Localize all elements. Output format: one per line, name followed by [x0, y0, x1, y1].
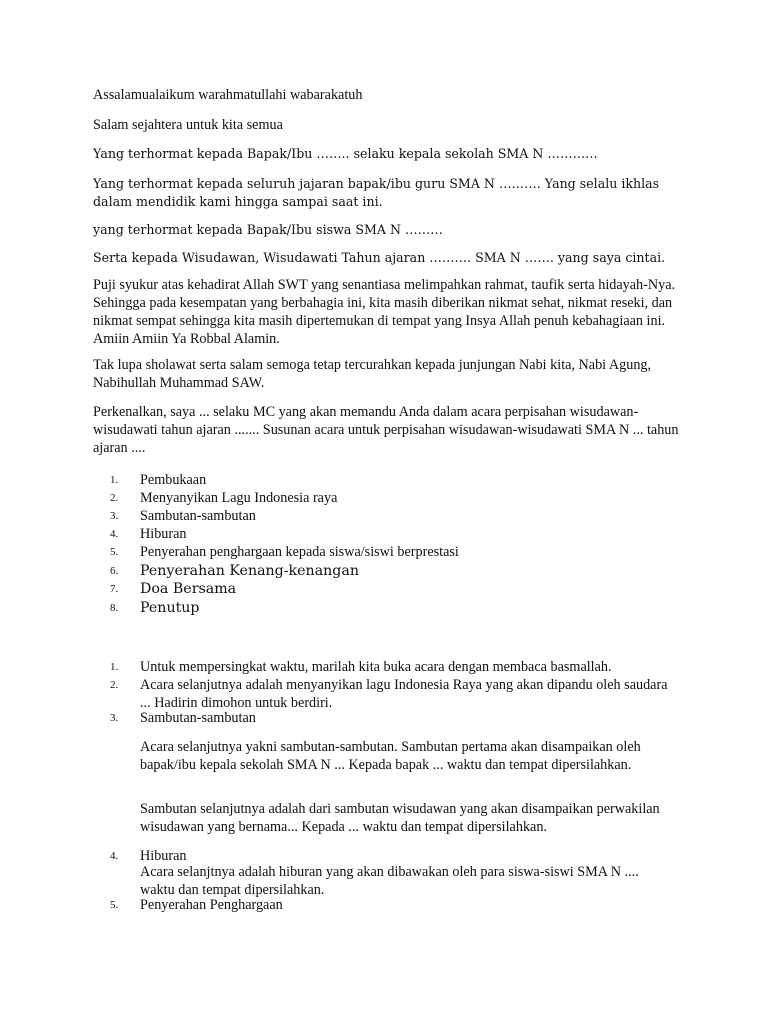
- list-item: Pembukaan: [140, 472, 207, 488]
- list-item-number: 6.: [110, 565, 119, 577]
- list-item-number: 5.: [110, 899, 119, 911]
- paragraph-sholawat: Tak lupa sholawat serta salam semoga tetap tercurahkan kepada junjungan Nabi kita, Nabi Agung, Nabihullah Muhammad SAW.: [93, 357, 652, 391]
- list-item: Sambutan-sambutan: [140, 508, 256, 524]
- list-item-number: 5.: [110, 546, 119, 558]
- greeting-salam: Salam sejahtera untuk kita semua: [93, 117, 283, 133]
- list-item: Menyanyikan Lagu Indonesia raya: [140, 490, 338, 506]
- list-item: Hiburan: [140, 526, 187, 542]
- list-item: Penyerahan Kenang-kenangan: [140, 563, 359, 579]
- list-item-number: 4.: [110, 850, 119, 862]
- list-item-number: 1.: [110, 474, 119, 486]
- list-item: Penutup: [140, 600, 200, 616]
- list-item: Penyerahan Penghargaan: [140, 897, 283, 913]
- list-item: Doa Bersama: [140, 581, 237, 597]
- list-item-number: 2.: [110, 492, 119, 504]
- list-item-number: 4.: [110, 528, 119, 540]
- list-item-number: 3.: [110, 510, 119, 522]
- greeting-opening: Assalamualaikum warahmatullahi wabarakatuh: [93, 87, 363, 103]
- paragraph-introduction: Perkenalkan, saya ... selaku MC yang akan memandu Anda dalam acara perpisahan wisudawan-wisudawati tahun ajaran ....... Susunan acara untuk perpisahan wisudawan-wisudawati SMA N ... tahun ajaran ....: [93, 404, 679, 456]
- list-item: Untuk mempersingkat waktu, marilah kita buka acara dengan membaca basmallah.: [140, 659, 612, 675]
- list-item-number: 3.: [110, 712, 119, 724]
- paragraph-gratitude: Puji syukur atas kehadirat Allah SWT yang senantiasa melimpahkan rahmat, taufik serta hidayah-Nya. Sehingga pada kesempatan yang berbahagia ini, kita masih diberikan nikmat sehat, nikmat reseki, dan nikmat sempat sehingga kita masih dipertemukan di tempat yang Insya Allah penuh kebahagiaan ini. Amiin Amiin Ya Robbal Alamin.: [93, 277, 676, 347]
- step-paragraph: Sambutan selanjutnya adalah dari sambutan wisudawan yang akan disampaikan perwakilan wisudawan yang bernama... Kepada ... waktu dan tempat dipersilahkan.: [140, 801, 660, 835]
- step-paragraph: Acara selanjtnya adalah hiburan yang akan dibawakan oleh para siswa-siswi SMA N .... waktu dan tempat dipersilahkan.: [140, 864, 639, 898]
- list-item: Sambutan-sambutan: [140, 710, 256, 726]
- greeting-graduates: Serta kepada Wisudawan, Wisudawati Tahun ajaran ………. SMA N ……. yang saya cintai.: [93, 250, 666, 265]
- list-item-number: 1.: [110, 661, 119, 673]
- list-item-number: 2.: [110, 679, 119, 691]
- greeting-principal: Yang terhormat kepada Bapak/Ibu …….. selaku kepala sekolah SMA N …………: [93, 146, 598, 161]
- list-item: Acara selanjutnya adalah menyanyikan lagu Indonesia Raya yang akan dipandu oleh saudara ... Hadirin dimohon untuk berdiri.: [140, 677, 668, 711]
- list-item-number: 7.: [110, 583, 119, 595]
- list-item: Hiburan: [140, 848, 187, 864]
- step-paragraph: Acara selanjutnya yakni sambutan-sambutan. Sambutan pertama akan disampaikan oleh bapak/ibu kepala sekolah SMA N ... Kepada bapak ... waktu dan tempat dipersilahkan.: [140, 739, 641, 773]
- list-item-number: 8.: [110, 602, 119, 614]
- greeting-students: yang terhormat kepada Bapak/Ibu siswa SMA N ………: [93, 222, 443, 237]
- list-item: Penyerahan penghargaan kepada siswa/siswi berprestasi: [140, 544, 459, 560]
- greeting-teachers: Yang terhormat kepada seluruh jajaran bapak/ibu guru SMA N ………. Yang selalu ikhlas dalam mendidik kami hingga sampai saat ini.: [93, 176, 660, 209]
